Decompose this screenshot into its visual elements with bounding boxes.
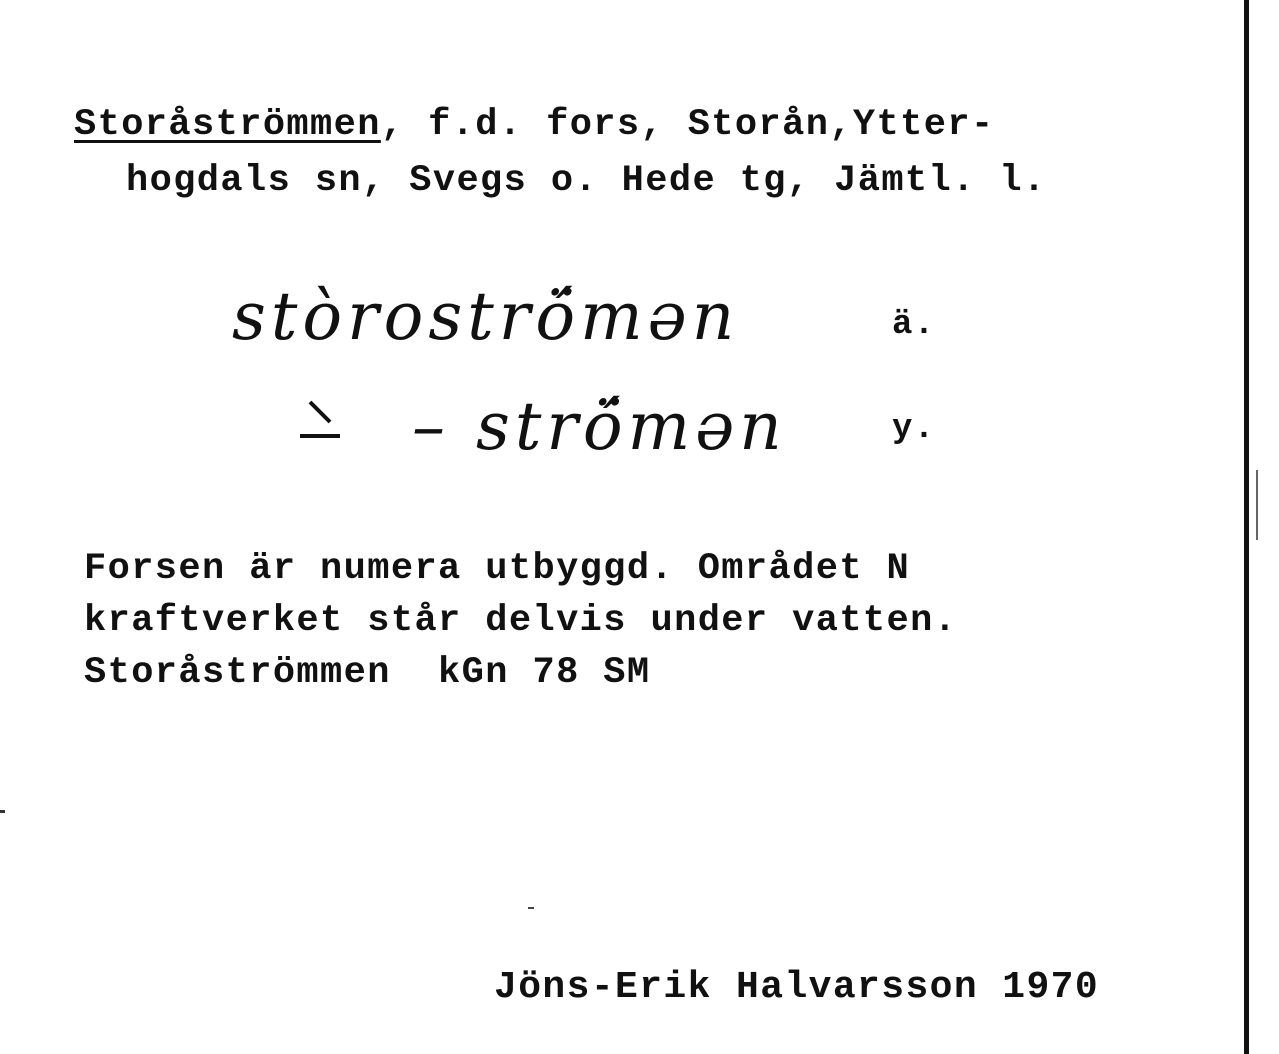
note-line-3: Storåströmmen kGn 78 SM [84,652,651,694]
scan-speck [528,907,534,909]
note-line-1: Forsen är numera utbyggd. Området N [84,548,911,590]
grave-accent-mark [300,400,340,440]
heading-line-1 [74,104,995,146]
card-edge [1244,0,1249,1054]
signature: Jöns-Erik Halvarsson 1970 [494,966,1100,1009]
dialect-label-2: y. [892,410,936,448]
note-line-2: kraftverket står delvis under vatten. [84,600,958,642]
pronunciation-1: stòroströ́mən [232,278,740,355]
headword: Storåströmmen [74,104,381,146]
dialect-label-1: ä. [892,306,936,344]
heading-rest: , f.d. fors, Storån,Ytter- [380,104,995,146]
pronunciation-2: – strö́mən [412,388,787,465]
heading-line-2: hogdals sn, Svegs o. Hede tg, Jämtl. l. [126,160,1047,202]
scan-mark [0,810,5,813]
card-edge-mark [1256,470,1258,540]
